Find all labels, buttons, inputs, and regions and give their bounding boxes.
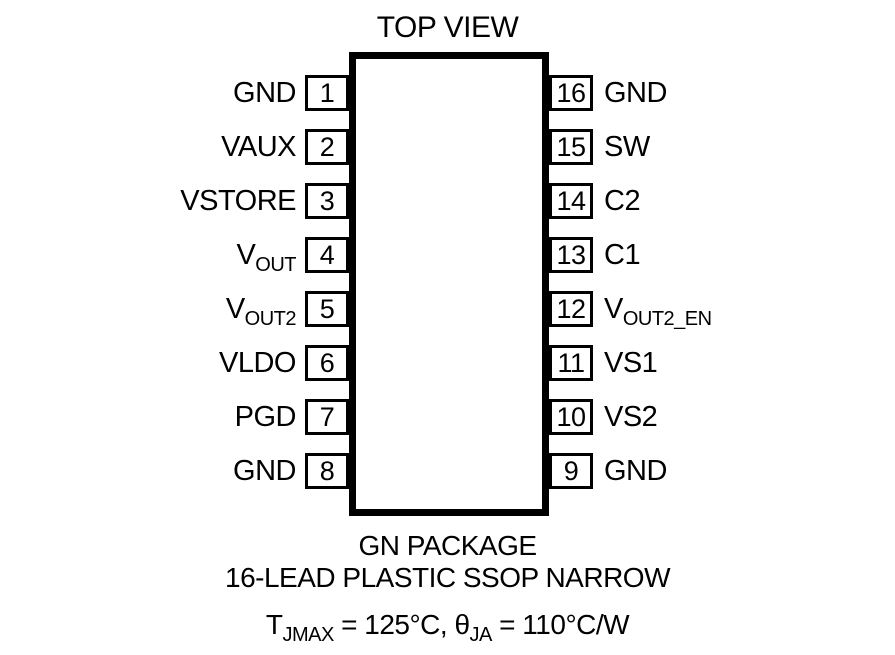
pin-row-16	[549, 75, 895, 111]
pin-number: 14	[556, 185, 586, 216]
pin-label-main: C1	[604, 238, 641, 271]
pin-row-9	[549, 453, 895, 489]
pin-label	[233, 77, 296, 110]
pin-number-box	[305, 129, 349, 165]
thermal-text: = 110°C/W	[491, 609, 630, 640]
pin-label	[604, 77, 667, 110]
thermal-spec	[0, 607, 895, 646]
pin-row-3	[0, 183, 349, 219]
pin-label-main: GND	[233, 454, 296, 487]
pin-label	[604, 131, 650, 164]
pin-label-main: VLDO	[219, 346, 296, 379]
pin-number-box	[549, 237, 593, 273]
pin-number: 8	[319, 455, 335, 486]
pin-row-6	[0, 345, 349, 381]
package-description: 16-LEAD PLASTIC SSOP NARROW	[225, 562, 670, 593]
pin-row-1	[0, 75, 349, 111]
pin-row-15	[549, 129, 895, 165]
pin-row-13	[549, 237, 895, 273]
pin-label-main: PGD	[234, 400, 296, 433]
pin-row-7	[0, 399, 349, 435]
pin-label	[604, 239, 640, 272]
package-body	[349, 52, 549, 516]
pin-row-10	[549, 399, 895, 435]
pin-label	[604, 347, 657, 380]
pin-number: 10	[556, 401, 586, 432]
pin-number: 13	[556, 239, 586, 270]
pin-label	[225, 292, 296, 330]
pin-number: 9	[563, 455, 579, 486]
pin-number-box	[549, 75, 593, 111]
theta-symbol: θ	[454, 609, 470, 640]
pin-row-4	[0, 237, 349, 276]
pin-label	[180, 185, 296, 218]
pin-number-box	[305, 345, 349, 381]
pin-number-box	[549, 399, 593, 435]
pin-row-14	[549, 183, 895, 219]
pin-number-box	[305, 399, 349, 435]
pin-label-main: GND	[233, 76, 296, 109]
pin-row-12	[549, 291, 895, 330]
pin-number: 6	[319, 347, 335, 378]
pin-label	[604, 455, 667, 488]
thermal-sub-jmax: JMAX	[282, 624, 334, 646]
pin-number: 2	[319, 131, 335, 162]
pin-label-main: SW	[604, 130, 650, 163]
pin-number-box	[305, 291, 349, 327]
package-info	[0, 530, 895, 594]
pin-label-sub: OUT2_EN	[622, 307, 712, 330]
pin-label-main: VS2	[604, 400, 658, 433]
pin-number-box	[305, 237, 349, 273]
thermal-text: T	[265, 609, 283, 640]
pin-label-main: VS1	[604, 346, 658, 379]
pin-label-sub: OUT2	[244, 307, 296, 330]
thermal-sub-ja: JA	[469, 624, 492, 646]
pin-number: 5	[319, 293, 335, 324]
pin-label	[604, 185, 640, 218]
pin-number: 1	[319, 77, 335, 108]
pin-label-main: GND	[604, 454, 667, 487]
pin-number-box	[549, 291, 593, 327]
pin-number: 4	[319, 239, 335, 270]
pin-number: 7	[319, 401, 335, 432]
pin-number-box	[549, 453, 593, 489]
pin-number-box	[549, 345, 593, 381]
pin-label-main: V	[604, 292, 623, 325]
pin-number-box	[549, 129, 593, 165]
pin-label	[221, 131, 296, 164]
pin-row-8	[0, 453, 349, 489]
pin-number: 11	[557, 347, 585, 378]
pin-number: 15	[556, 131, 586, 162]
pin-label	[219, 347, 296, 380]
pin-number-box	[305, 453, 349, 489]
pin-label	[235, 401, 296, 434]
pin-label	[604, 401, 657, 434]
pin-label-main: VSTORE	[180, 184, 296, 217]
pin-number: 12	[556, 293, 586, 324]
pin-number-box	[305, 75, 349, 111]
pin-label	[604, 292, 712, 330]
pin-row-2	[0, 129, 349, 165]
pin-label-main: C2	[604, 184, 641, 217]
pin-row-5	[0, 291, 349, 330]
pin-row-11	[549, 345, 895, 381]
thermal-text: = 125°C,	[333, 609, 455, 640]
top-view-label: TOP VIEW	[376, 11, 519, 44]
pin-label	[236, 238, 296, 276]
pin-label-main: V	[236, 238, 256, 271]
pin-number: 3	[319, 185, 335, 216]
pin-label-main: GND	[604, 76, 667, 109]
pin-label-main: VAUX	[221, 130, 296, 163]
pin-number-box	[549, 183, 593, 219]
pin-number: 16	[556, 77, 586, 108]
package-name: GN PACKAGE	[358, 530, 537, 561]
pin-label-main: V	[225, 292, 245, 325]
pin-label	[233, 455, 296, 488]
pin-label-sub: OUT	[255, 253, 296, 276]
pin-number-box	[305, 183, 349, 219]
